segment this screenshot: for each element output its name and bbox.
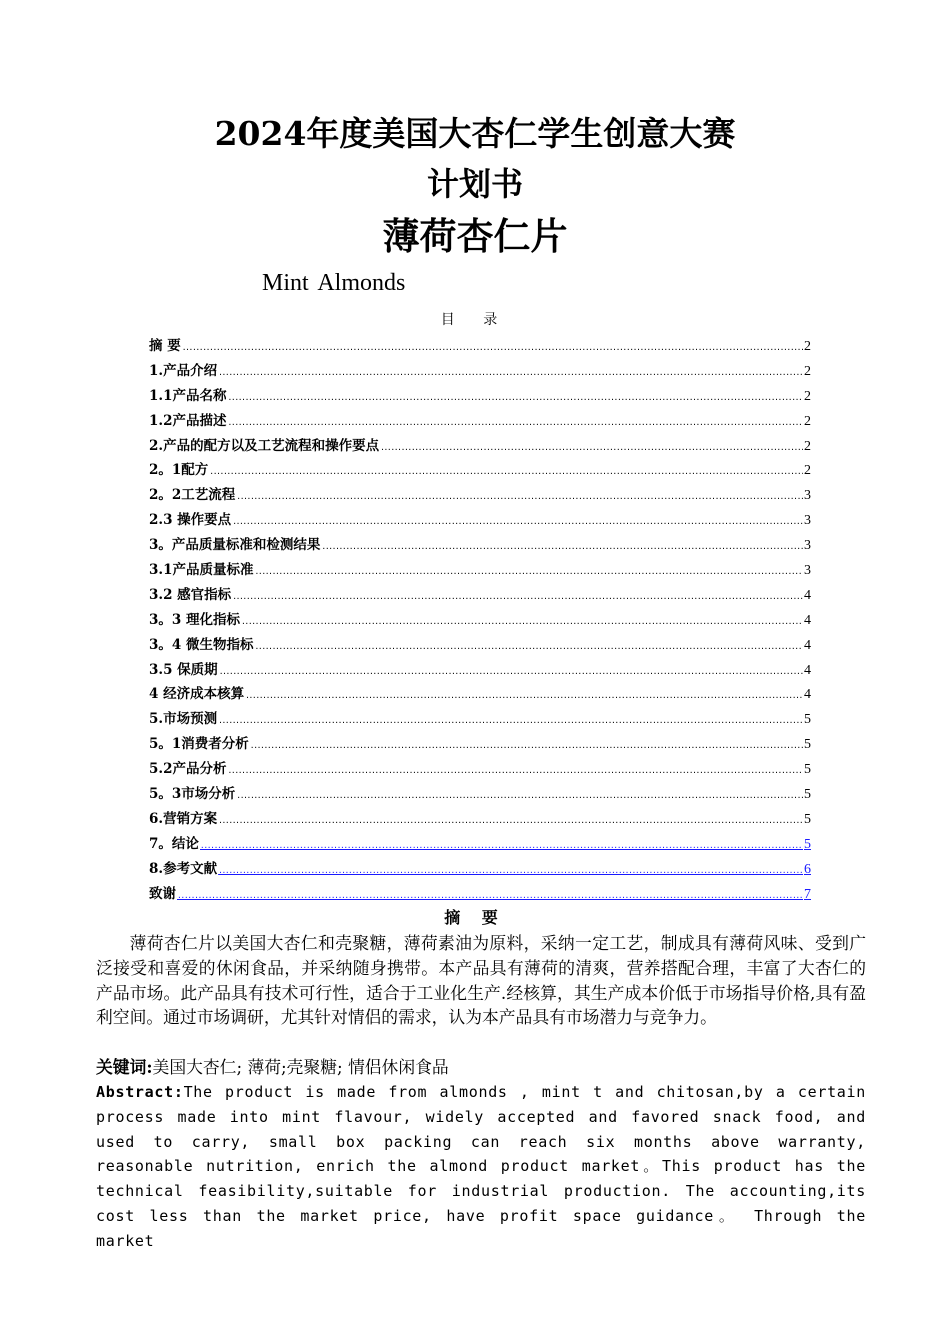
toc-entry[interactable]: [149, 633, 811, 658]
document-title: 2024年度美国大杏仁学生创意大赛: [214, 114, 736, 153]
toc-leader-dots: [228, 386, 804, 409]
abstract-english-body: The product is made from almonds , mint t and chitosan,by a certain process made into mint flavour, widely accepted and favored snack food, and used to carry, small box packing can reach six months above warranty, reasonable nutrition, enrich the almond product market。This product has the technical feasibility,suitable for industrial production. The accounting,its cost less than the market price, have profit space guidance。 Through the market: [96, 1083, 866, 1250]
toc-entry-label: 摘 要: [149, 338, 181, 354]
document-subtitle-plan: 计划书: [426, 165, 523, 203]
toc-entry-label: 1.2产品描述: [149, 412, 227, 429]
toc-entry-page-number: 2: [804, 438, 811, 454]
toc-entry-page-number: 5: [804, 762, 811, 778]
toc-leader-dots: [236, 485, 803, 508]
toc-entry-page-number: 4: [804, 687, 811, 703]
toc-leader-dots: [182, 336, 803, 359]
toc-leader-dots: [380, 436, 803, 459]
toc-entry-label: 2.产品的配方以及工艺流程和操作要点: [149, 437, 380, 454]
toc-entry[interactable]: [149, 508, 811, 533]
toc-heading: 目 录: [440, 312, 510, 328]
toc-entry[interactable]: [149, 434, 811, 459]
toc-entry-page-number: 4: [804, 662, 811, 678]
toc-entry-page-number: 4: [804, 587, 811, 603]
toc-leader-dots: [218, 809, 803, 832]
toc-leader-dots: [218, 361, 803, 384]
toc-leader-dots: [219, 660, 803, 683]
toc-entry[interactable]: [149, 832, 811, 857]
abstract-heading: 摘 要: [444, 908, 506, 927]
toc-leader-dots: [255, 560, 804, 583]
toc-entry-label: 5。1消费者分析: [149, 736, 249, 753]
toc-entry-page-number: 2: [804, 363, 811, 379]
keywords-label: 关键词:: [96, 1057, 153, 1077]
toc-entry-label: 1.1产品名称: [149, 387, 227, 404]
toc-leader-dots: [250, 734, 803, 757]
toc-entry-label: 6.营销方案: [149, 810, 218, 827]
toc-entry[interactable]: [149, 334, 811, 359]
toc-leader-dots: [209, 460, 803, 483]
toc-entry-label: 3。4 微生物指标: [149, 636, 254, 653]
abstract-english-label: Abstract:: [96, 1083, 184, 1101]
toc-entry-label: 3。3 理化指标: [149, 611, 240, 628]
toc-entry-page-number: 3: [804, 488, 811, 504]
toc-entry-page-number: 2: [804, 463, 811, 479]
toc-entry-page-number: 5: [804, 811, 811, 827]
toc-leader-dots: [236, 784, 803, 807]
product-name-title: 薄荷杏仁片: [382, 214, 568, 258]
toc-entry[interactable]: [149, 807, 811, 832]
abstract-english-text: [96, 1080, 866, 1254]
toc-entry-page-number: 3: [804, 563, 811, 579]
toc-leader-dots: [241, 610, 803, 633]
toc-entry-page-number: 5: [804, 737, 811, 753]
toc-entry[interactable]: [149, 658, 811, 683]
toc-entry-label: 3.2 感官指标: [149, 586, 232, 603]
toc-entry[interactable]: [149, 857, 811, 882]
toc-entry[interactable]: [149, 757, 811, 782]
toc-leader-dots: [228, 411, 804, 434]
toc-entry[interactable]: [149, 458, 811, 483]
toc-entry-page-number: 4: [804, 612, 811, 628]
toc-leader-dots: [218, 709, 803, 732]
toc-entry-label: 5。3市场分析: [149, 786, 236, 803]
toc-entry-label: 致谢: [149, 885, 176, 902]
toc-entry-label: 2。1配方: [149, 462, 209, 479]
toc-entry-label: 8.参考文献: [149, 860, 218, 877]
toc-entry[interactable]: [149, 583, 811, 608]
toc-entry-page-number: 3: [804, 513, 811, 529]
keywords-value: 美国大杏仁; 薄荷;壳聚糖; 情侣休闲食品: [152, 1057, 449, 1077]
table-of-contents: [149, 334, 811, 906]
toc-entry-label: 1.产品介绍: [149, 362, 218, 379]
toc-entry-page-number: 5: [804, 836, 811, 852]
toc-entry[interactable]: [149, 608, 811, 633]
toc-entry-page-number: 5: [804, 787, 811, 803]
toc-leader-dots: [228, 759, 804, 782]
toc-leader-dots: [200, 834, 803, 857]
toc-entry[interactable]: [149, 732, 811, 757]
toc-entry[interactable]: [149, 707, 811, 732]
toc-leader-dots: [321, 535, 803, 558]
toc-leader-dots: [255, 635, 804, 658]
toc-entry-label: 5.2产品分析: [149, 761, 227, 778]
keywords-line: [96, 1055, 866, 1080]
toc-entry[interactable]: [149, 558, 811, 583]
toc-entry-label: 2.3 操作要点: [149, 512, 232, 529]
toc-entry-page-number: 2: [804, 413, 811, 429]
toc-entry-label: 2。2工艺流程: [149, 487, 236, 504]
toc-entry[interactable]: [149, 409, 811, 434]
toc-entry-page-number: 6: [804, 861, 811, 877]
toc-leader-dots: [232, 510, 803, 533]
toc-entry-label: 3。产品质量标准和检测结果: [149, 537, 321, 554]
toc-entry[interactable]: [149, 359, 811, 384]
toc-entry-label: 7。结论: [149, 835, 199, 852]
toc-entry-page-number: 7: [804, 886, 811, 902]
toc-entry[interactable]: [149, 384, 811, 409]
toc-entry-page-number: 2: [804, 388, 811, 404]
toc-entry-label: 3.5 保质期: [149, 661, 218, 678]
toc-entry-label: 3.1产品质量标准: [149, 562, 254, 579]
toc-leader-dots: [218, 859, 803, 882]
toc-entry-page-number: 4: [804, 637, 811, 653]
toc-entry-page-number: 3: [804, 538, 811, 554]
toc-entry-label: 4 经济成本核算: [149, 686, 245, 703]
toc-entry[interactable]: [149, 483, 811, 508]
toc-leader-dots: [177, 884, 803, 907]
toc-entry-page-number: 2: [804, 339, 811, 354]
toc-entry-label: 5.市场预测: [149, 711, 218, 728]
product-english-name: Mint Almonds: [262, 270, 406, 296]
abstract-chinese-text: 薄荷杏仁片以美国大杏仁和壳聚糖，薄荷素油为原料，采纳一定工艺，制成具有薄荷风味、受到广泛接受和喜爱的休闲食品，并采纳随身携带。本产品具有薄荷的清爽，营养搭配合理，丰富了大杏仁的产品市场。此产品具有技术可行性，适合于工业化生产.经核算，其生产成本价低于市场指导价格,具有盈利空间。通过市场调研，尤其针对情侣的需求，认为本产品具有市场潜力与竞争力。: [96, 933, 866, 1028]
toc-entry[interactable]: [149, 782, 811, 807]
toc-entry[interactable]: [149, 682, 811, 707]
toc-entry[interactable]: [149, 882, 811, 907]
toc-entry-page-number: 5: [804, 712, 811, 728]
toc-entry[interactable]: [149, 533, 811, 558]
toc-leader-dots: [245, 684, 803, 707]
toc-leader-dots: [232, 585, 803, 608]
